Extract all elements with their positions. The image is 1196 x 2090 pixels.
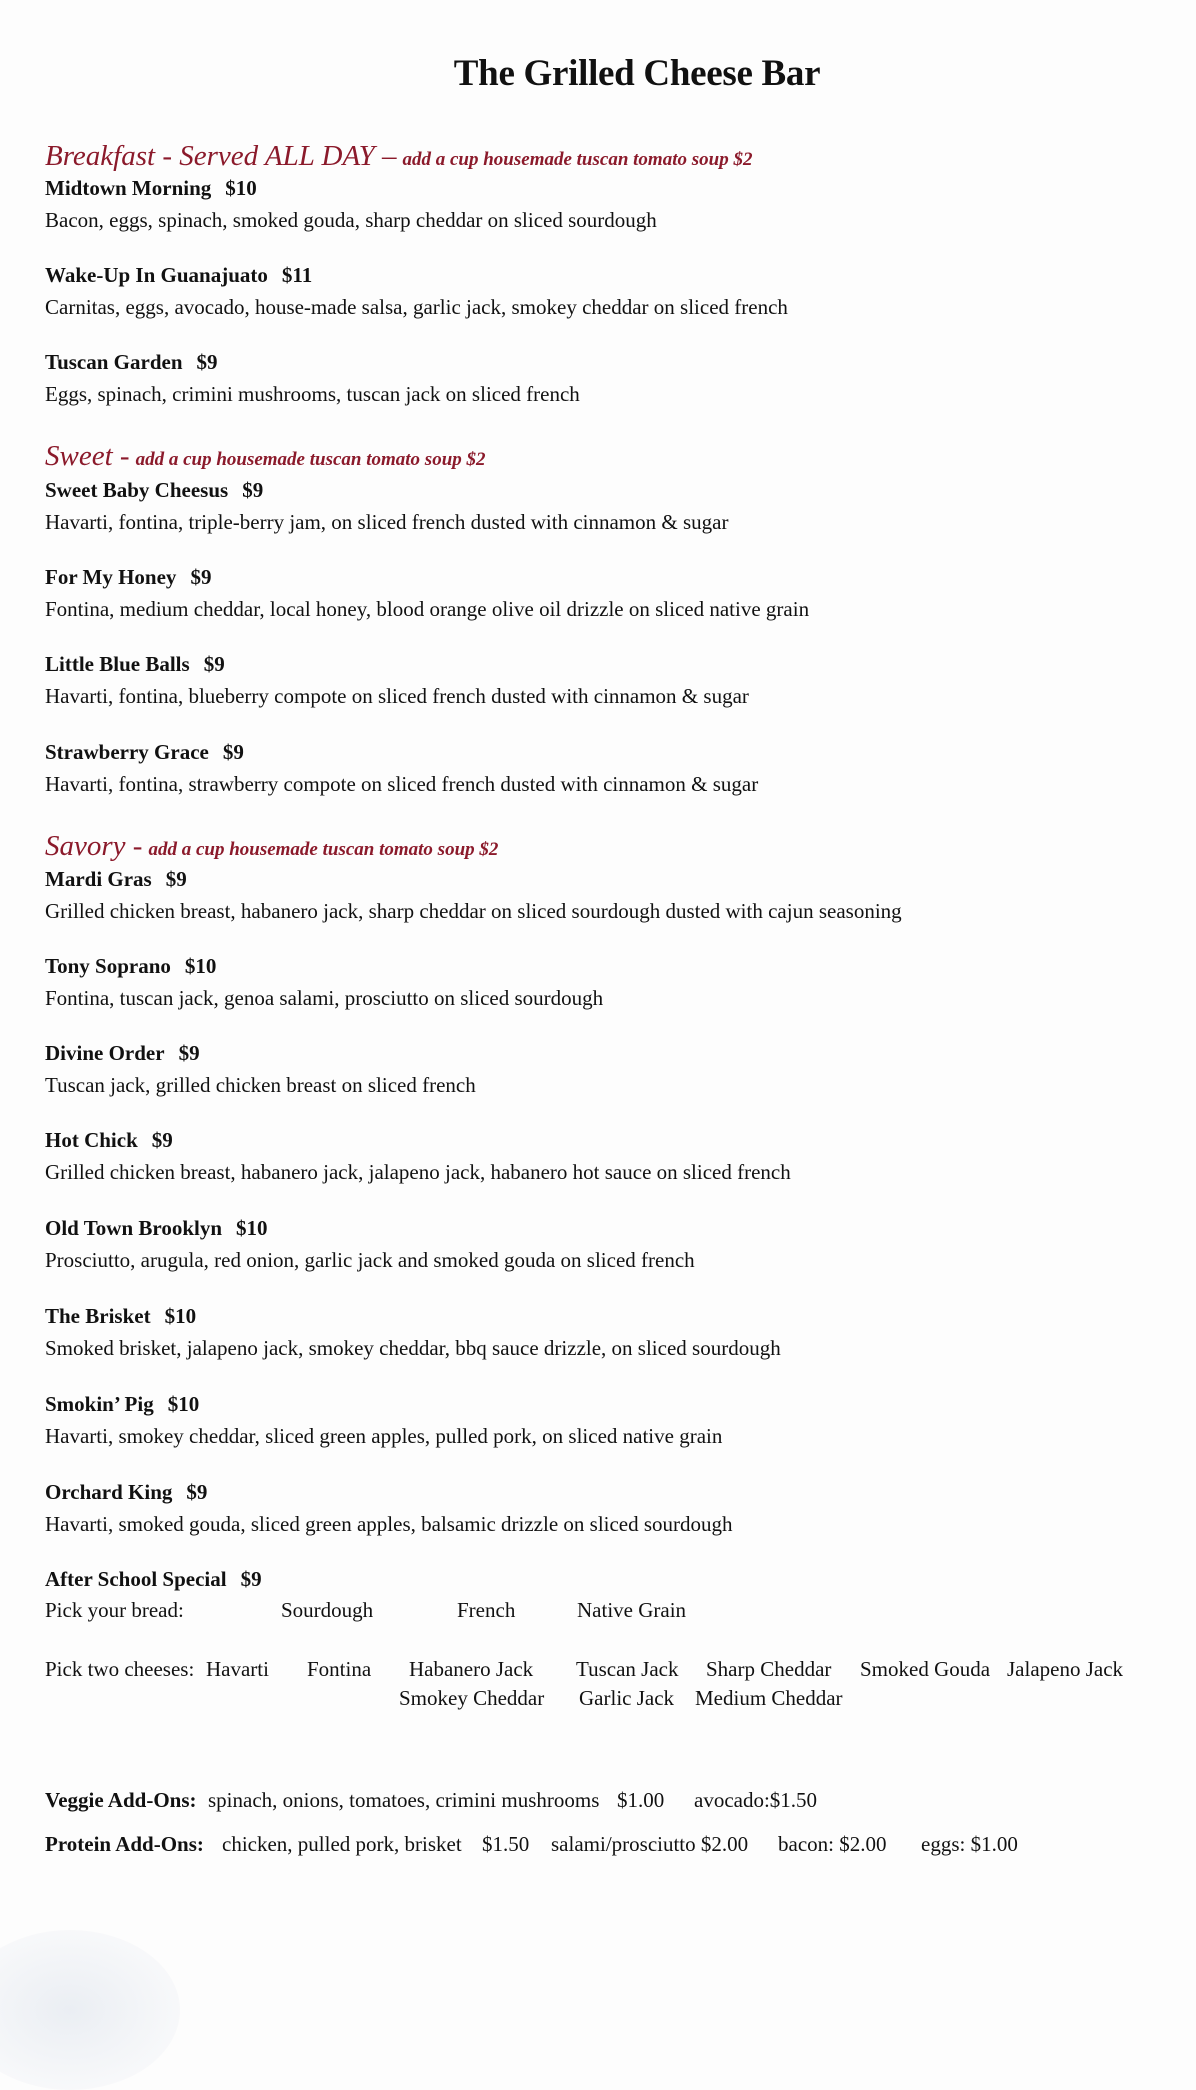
item-name: Smokin’ Pig	[45, 1392, 154, 1416]
item-name: Tuscan Garden	[45, 350, 183, 374]
section-note: add a cup housemade tuscan tomato soup $2	[402, 149, 753, 170]
item-description: Grilled chicken breast, habanero jack, sharp cheddar on sliced sourdough dusted with cajun seasoning	[45, 899, 902, 923]
item-price: $10	[225, 176, 257, 200]
cheese-option: Jalapeno Jack	[1007, 1657, 1124, 1681]
item-price: $9	[196, 350, 218, 374]
item-description: Carnitas, eggs, avocado, house-made salsa, garlic jack, smokey cheddar on sliced french	[45, 295, 788, 319]
cheese-option: Havarti	[206, 1657, 269, 1681]
item-price: $10	[164, 1304, 197, 1328]
cheese-option: Smoked Gouda	[860, 1657, 991, 1681]
protein-addons-bacon: bacon: $2.00	[778, 1832, 887, 1856]
item-description: Bacon, eggs, spinach, smoked gouda, sharp cheddar on sliced sourdough	[45, 208, 657, 232]
menu-item	[45, 1216, 695, 1273]
bread-option: French	[457, 1598, 516, 1622]
bread-option: Native Grain	[577, 1598, 687, 1622]
item-name: Mardi Gras	[45, 867, 152, 891]
after-school-special	[45, 1567, 262, 1592]
menu-item	[45, 1480, 733, 1537]
section-name: Sweet -	[45, 440, 130, 472]
item-description: Prosciutto, arugula, red onion, garlic jack and smoked gouda on sliced french	[45, 1248, 695, 1272]
section-heading-breakfast	[45, 140, 752, 173]
item-name: For My Honey	[45, 565, 177, 589]
cheese-option: Smokey Cheddar	[399, 1686, 545, 1710]
menu-item	[45, 1304, 781, 1361]
protein-addons-label: Protein Add-Ons:	[45, 1832, 204, 1856]
menu-item	[45, 1128, 791, 1185]
item-name: After School Special	[45, 1567, 227, 1591]
menu-item	[45, 954, 603, 1011]
item-price: $9	[178, 1041, 200, 1065]
item-description: Eggs, spinach, crimini mushrooms, tuscan jack on sliced french	[45, 382, 580, 406]
menu-item	[45, 652, 749, 709]
item-name: Hot Chick	[45, 1128, 138, 1152]
item-description: Havarti, smoked gouda, sliced green apples, balsamic drizzle on sliced sourdough	[45, 1512, 733, 1536]
section-name: Breakfast - Served ALL DAY –	[45, 140, 397, 172]
protein-addons-eggs: eggs: $1.00	[921, 1832, 1018, 1856]
item-name: Old Town Brooklyn	[45, 1216, 223, 1240]
menu-item	[45, 1392, 722, 1449]
menu-title: The Grilled Cheese Bar	[453, 53, 821, 94]
item-description: Fontina, medium cheddar, local honey, blood orange olive oil drizzle on sliced native grain	[45, 597, 810, 621]
item-price: $9	[240, 1567, 262, 1591]
item-price: $10	[236, 1216, 268, 1240]
item-name: Wake-Up In Guanajuato	[45, 263, 268, 287]
item-name: Midtown Morning	[45, 176, 212, 200]
menu-item	[45, 565, 809, 622]
bread-option: Sourdough	[281, 1598, 374, 1622]
cheese-option: Tuscan Jack	[576, 1657, 679, 1681]
section-note: add a cup housemade tuscan tomato soup $2	[148, 839, 499, 860]
item-name: Tony Soprano	[45, 954, 171, 978]
item-name: The Brisket	[45, 1304, 151, 1328]
item-description: Havarti, fontina, strawberry compote on sliced french dusted with cinnamon & sugar	[45, 772, 759, 796]
cheese-label: Pick two cheeses:	[45, 1657, 195, 1681]
section-note: add a cup housemade tuscan tomato soup $2	[135, 449, 486, 470]
veggie-addons-label: Veggie Add-Ons:	[45, 1788, 197, 1812]
cheese-option: Garlic Jack	[579, 1686, 675, 1710]
item-price: $9	[190, 565, 212, 589]
item-description: Havarti, fontina, blueberry compote on sliced french dusted with cinnamon & sugar	[45, 684, 749, 708]
item-price: $9	[165, 867, 187, 891]
item-name: Orchard King	[45, 1480, 173, 1504]
bread-label: Pick your bread:	[45, 1598, 184, 1622]
section-heading-sweet	[45, 440, 486, 473]
section-heading-savory	[45, 830, 498, 863]
menu-item	[45, 176, 657, 233]
veggie-addons-avocado: avocado:$1.50	[694, 1788, 818, 1812]
cheese-option: Sharp Cheddar	[706, 1657, 832, 1681]
item-name: Little Blue Balls	[45, 652, 190, 676]
item-price: $9	[151, 1128, 173, 1152]
menu-item	[45, 740, 758, 797]
cheese-option: Medium Cheddar	[695, 1686, 843, 1710]
item-price: $10	[184, 954, 217, 978]
section-name: Savory -	[45, 830, 143, 862]
veggie-addons-items: spinach, onions, tomatoes, crimini mushrooms	[208, 1788, 600, 1812]
item-description: Fontina, tuscan jack, genoa salami, prosciutto on sliced sourdough	[45, 986, 604, 1010]
item-price: $9	[203, 652, 225, 676]
item-description: Grilled chicken breast, habanero jack, jalapeno jack, habanero hot sauce on sliced french	[45, 1160, 791, 1184]
protein-addons-salami: salami/prosciutto $2.00	[551, 1832, 749, 1856]
item-price: $9	[186, 1480, 208, 1504]
item-price: $11	[281, 263, 313, 287]
veggie-addons-price: $1.00	[617, 1788, 665, 1812]
item-price: $9	[222, 740, 244, 764]
cheese-option: Fontina	[307, 1657, 372, 1681]
protein-addons-items: chicken, pulled pork, brisket	[222, 1832, 462, 1856]
menu-item	[45, 1041, 476, 1098]
paper-smudge	[0, 1930, 180, 2090]
menu-item	[45, 350, 580, 407]
menu-item	[45, 263, 788, 320]
item-description: Havarti, fontina, triple-berry jam, on sliced french dusted with cinnamon & sugar	[45, 510, 729, 534]
item-name: Strawberry Grace	[45, 740, 209, 764]
item-description: Smoked brisket, jalapeno jack, smokey cheddar, bbq sauce drizzle, on sliced sourdough	[45, 1336, 781, 1360]
protein-addons-price: $1.50	[482, 1832, 530, 1856]
menu-item	[45, 478, 728, 535]
item-name: Divine Order	[45, 1041, 165, 1065]
item-price: $9	[242, 478, 264, 502]
menu-item	[45, 867, 902, 924]
cheese-option: Habanero Jack	[409, 1657, 534, 1681]
item-description: Tuscan jack, grilled chicken breast on sliced french	[45, 1073, 476, 1097]
item-name: Sweet Baby Cheesus	[45, 478, 229, 502]
item-description: Havarti, smokey cheddar, sliced green apples, pulled pork, on sliced native grain	[45, 1424, 723, 1448]
item-price: $10	[167, 1392, 200, 1416]
